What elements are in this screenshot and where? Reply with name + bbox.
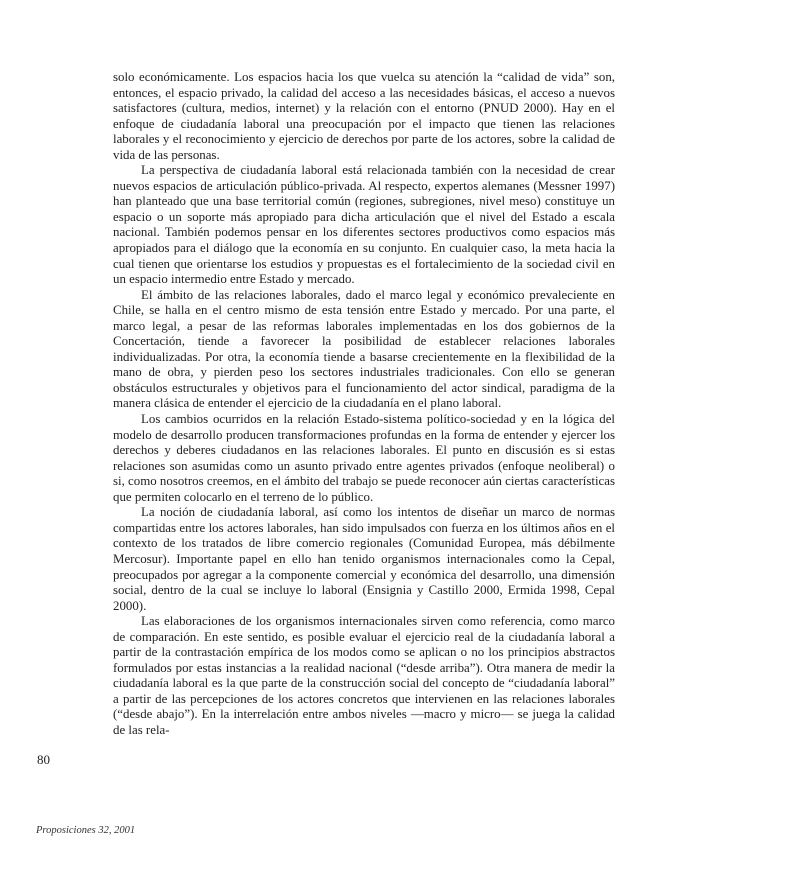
page-number: 80	[37, 752, 50, 767]
article-body	[113, 70, 615, 739]
paragraph: Las elaboraciones de los organismos internacionales sirven como referencia, como marco de comparación. En este sentido, es posible evaluar el ejercicio real de la ciudadanía laboral a partir de la contrastación empírica de los modos como se aplican o no los principios abstractos formulados por estas instancias a la realidad nacional (“desde arriba”). Otra manera de medir la ciudadanía laboral es la que parte de la construcción social del concepto de “ciudadanía laboral” a partir de las percepciones de los actores concretos que intervienen en las relaciones laborales (“desde abajo”). En la interrelación entre ambos niveles —macro y micro— se juega la calidad de las rela-	[113, 614, 615, 737]
paragraph: Los cambios ocurridos en la relación Estado-sistema político-sociedad y en la lógica del modelo de desarrollo producen transformaciones profundas en la forma de entender y ejercer los derechos y deberes ciudadanos en las relaciones laborales. El punto en discusión es si estas relaciones son asumidas como un asunto privado entre agentes privados (enfoque neoliberal) o si, como nosotros creemos, en el ámbito del trabajo se puede reconocer aún ciertas características que permiten colocarlo en el terreno de lo público.	[113, 412, 615, 504]
paragraph: solo económicamente. Los espacios hacia los que vuelca su atención la “calidad de vida” son, entonces, el espacio privado, la calidad del acceso a las necesidades básicas, el acceso a nuevos satisfactores (cultura, medios, internet) y la relación con el entorno (PNUD 2000). Hay en el enfoque de ciudadanía laboral una preocupación por el impacto que tienen las relaciones laborales y el reconocimiento y ejercicio de derechos por parte de los actores, sobre la calidad de vida de las personas.	[113, 70, 615, 162]
paragraph: La perspectiva de ciudadanía laboral está relacionada también con la necesidad de crear nuevos espacios de articulación público-privada. Al respecto, expertos alemanes (Messner 1997) han planteado que una base territorial común (regiones, subregiones, nivel meso) constituye un espacio o un soporte más apropiado para dicha articulación que el nivel del Estado a escala nacional. También podemos pensar en los diferentes sectores productivos como espacios más apropiados para el diálogo que la economía en su conjunto. En cualquier caso, la meta hacia la cual tienen que orientarse los estudios y propuestas es el fortalecimiento de la sociedad civil en un espacio intermedio entre Estado y mercado.	[113, 163, 615, 287]
paragraph: La noción de ciudadanía laboral, así como los intentos de diseñar un marco de normas compartidas entre los actores laborales, han sido impulsados con fuerza en los últimos años en el contexto de los tratados de libre comercio regionales (Comunidad Europea, más débilmente Mercosur). Importante papel en ello han tenido organismos internacionales como la Cepal, preocupados por agregar a la componente comercial y económica del desarrollo, una dimensión social, dentro de la cual se incluye lo laboral (Ensignia y Castillo 2000, Ermida 1998, Cepal 2000).	[113, 505, 615, 613]
paragraph: El ámbito de las relaciones laborales, dado el marco legal y económico prevaleciente en Chile, se halla en el centro mismo de esta tensión entre Estado y mercado. Por una parte, el marco legal, a pesar de las reformas laborales implementadas en los dos gobiernos de la Concertación, tiende a favorecer la posibilidad de establecer relaciones laborales individualizadas. Por otra, la economía tiende a basarse crecientemente en la flexibilidad de la mano de obra, y pierden peso los sectores industriales tradicionales. Con ello se generan obstáculos estructurales y objetivos para el funcionamiento del actor sindical, paradigma de la manera clásica de entender el ejercicio de la ciudadanía en el plano laboral.	[113, 287, 615, 411]
journal-citation: Proposiciones 32, 2001	[36, 825, 136, 836]
